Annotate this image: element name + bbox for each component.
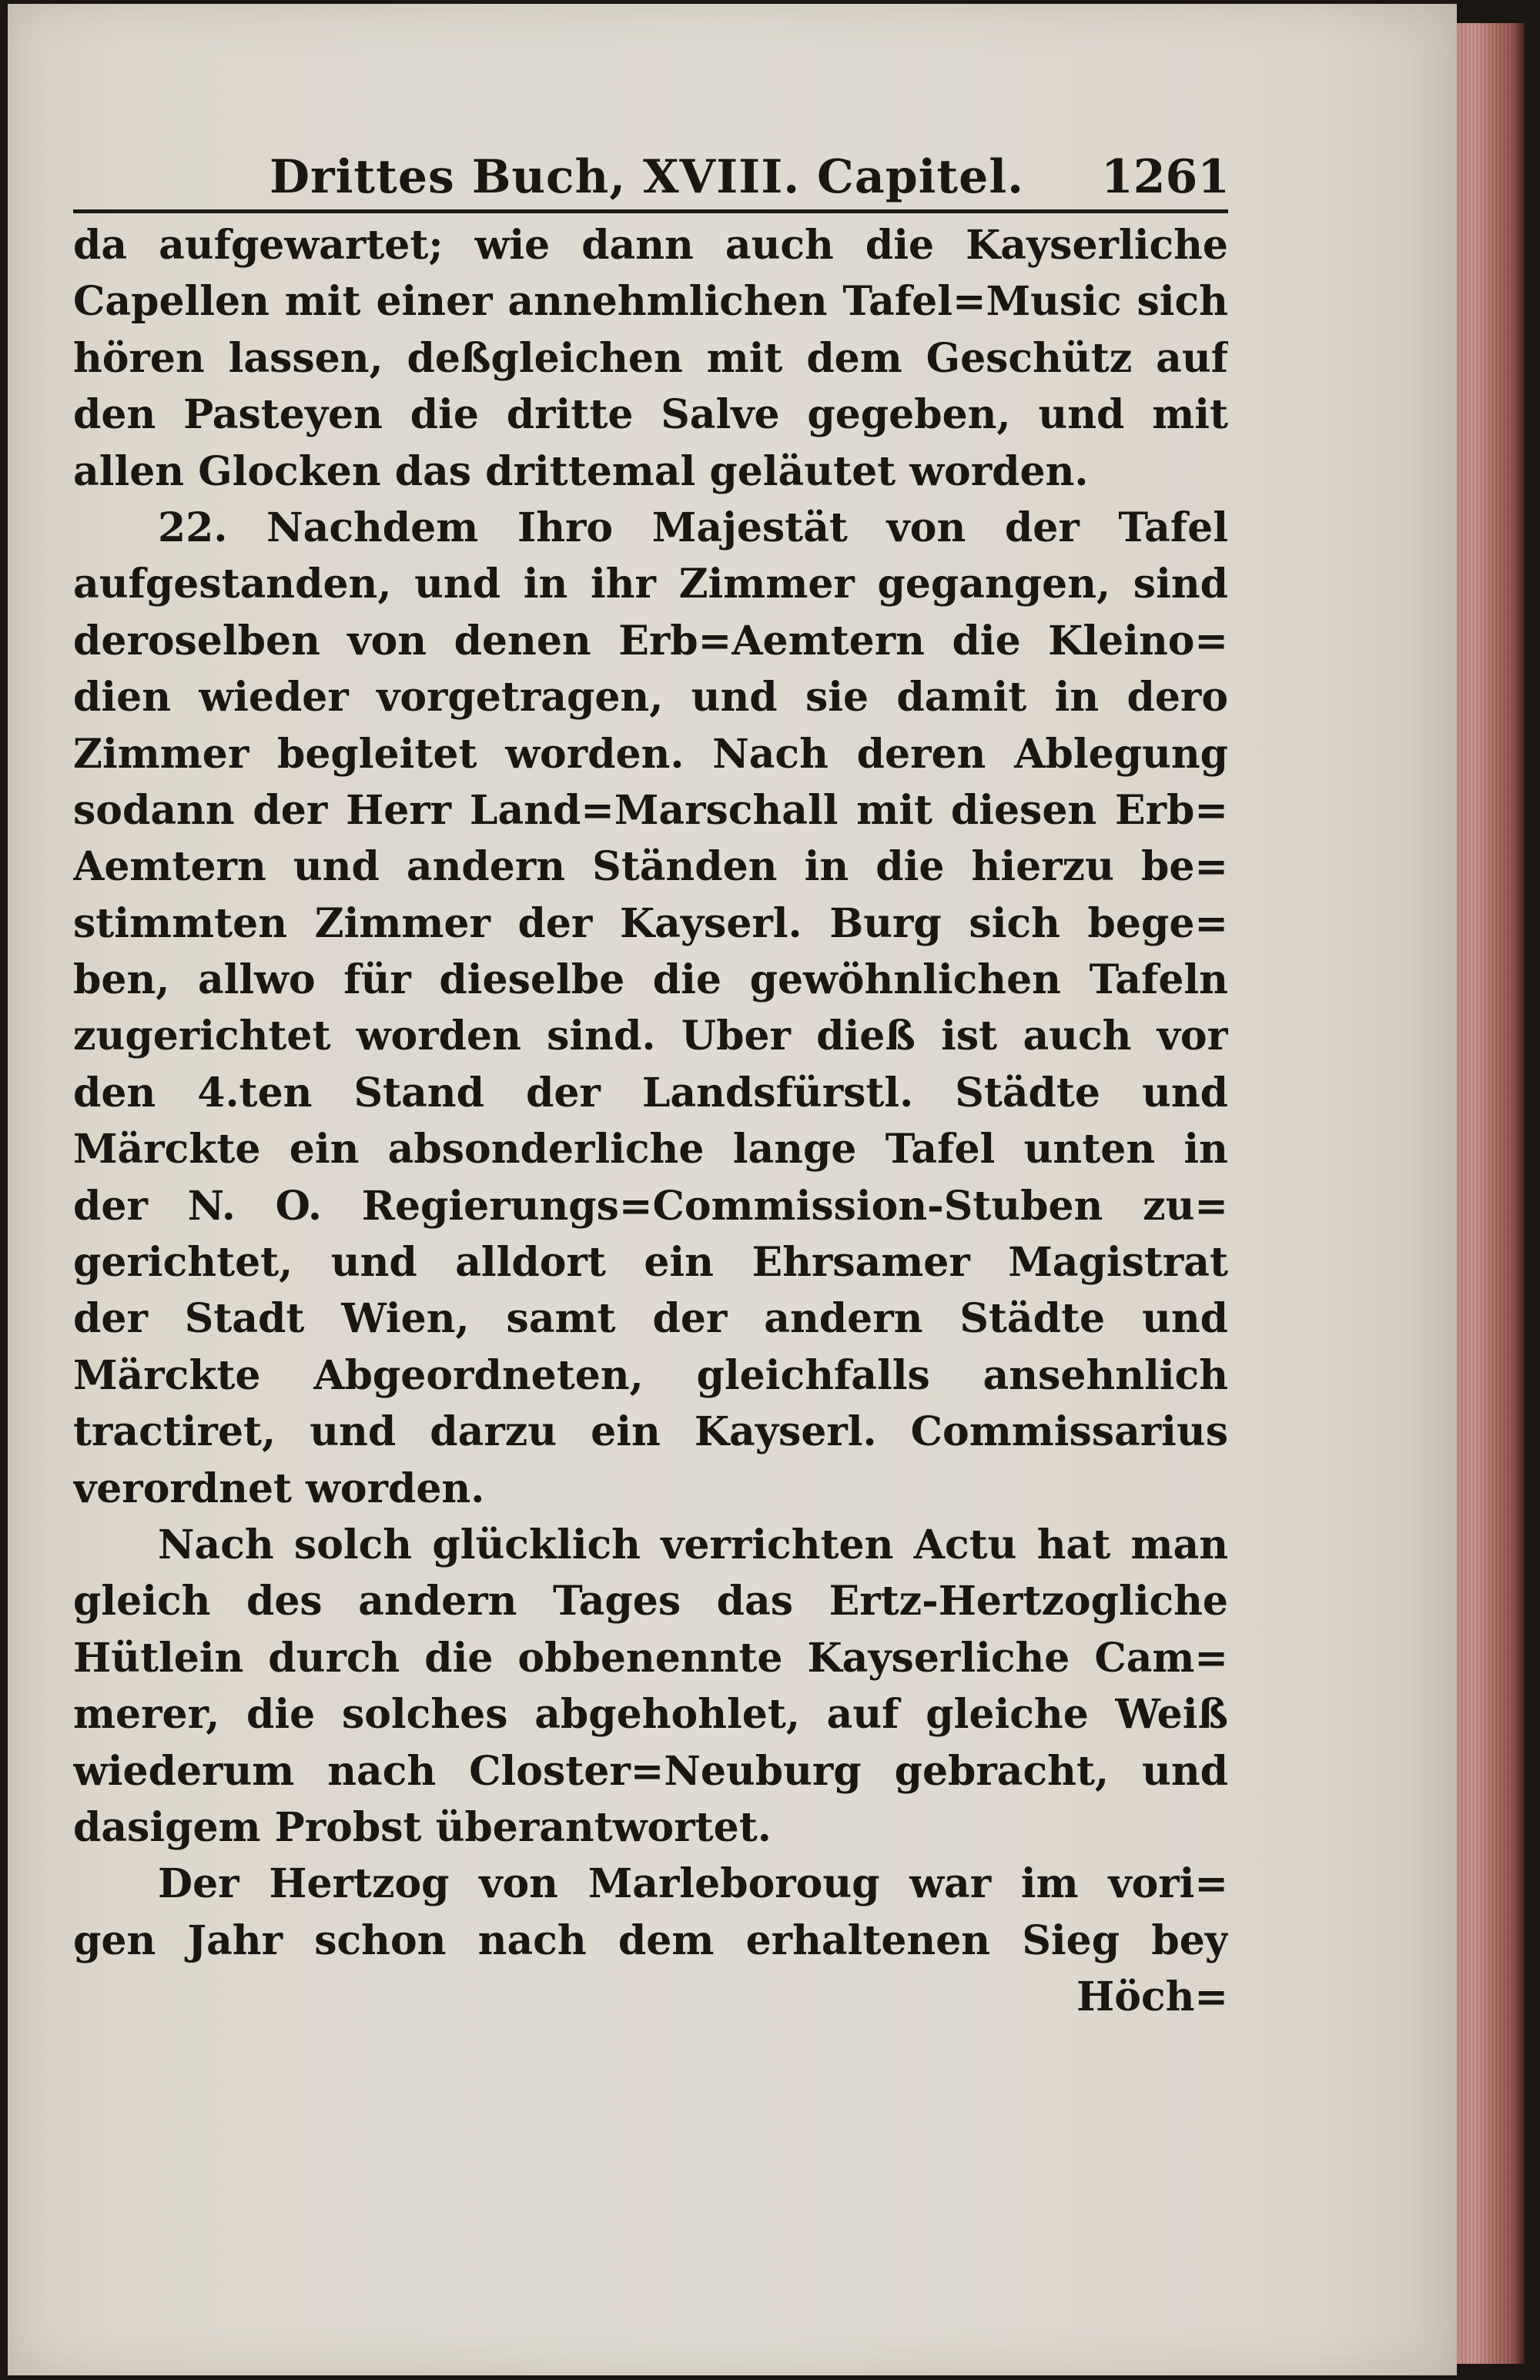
text-line: hören lassen, deßgleichen mit dem Geschütz auf bbox=[73, 334, 1228, 382]
text-line: da aufgewartet; wie dann auch die Kayserliche bbox=[73, 222, 1228, 269]
text-line: Capellen mit einer annehmlichen Tafel=Music sich bbox=[73, 278, 1228, 326]
text-line: Zimmer begleitet worden. Nach deren Ablegung bbox=[73, 730, 1228, 778]
body-text bbox=[73, 217, 1228, 2026]
text-line: stimmten Zimmer der Kayserl. Burg sich bege= bbox=[73, 899, 1228, 947]
page-header bbox=[73, 146, 1228, 217]
text-line: zugerichtet worden sind. Uber dieß ist auch vor bbox=[73, 1013, 1228, 1060]
text-line: deroselben von denen Erb=Aemtern die Kleino= bbox=[73, 617, 1228, 664]
text-line: der N. O. Regierungs=Commission-Stuben zu= bbox=[73, 1182, 1228, 1230]
text-block bbox=[73, 146, 1228, 2026]
text-line: sodann der Herr Land=Marschall mit diesen Erb= bbox=[73, 786, 1228, 834]
text-line: Der Hertzog von Marleboroug war im vori= bbox=[158, 1860, 1228, 1908]
text-line: gen Jahr schon nach dem erhaltenen Sieg bey bbox=[73, 1916, 1228, 1964]
page-fore-edge bbox=[1451, 23, 1525, 2364]
text-line: dien wieder vorgetragen, und sie damit in dero bbox=[73, 674, 1228, 721]
text-line: gleich des andern Tages das Ertz-Hertzogliche bbox=[73, 1578, 1228, 1625]
text-line: Märckte ein absonderliche lange Tafel unten in bbox=[73, 1126, 1228, 1173]
text-line: Aemtern und andern Ständen in die hierzu be= bbox=[73, 843, 1228, 891]
page-number: 1261 bbox=[1101, 150, 1230, 204]
text-line: Nach solch glücklich verrichten Actu hat man bbox=[158, 1521, 1228, 1568]
text-line: gerichtet, und alldort ein Ehrsamer Magistrat bbox=[73, 1239, 1228, 1287]
text-line: 22. Nachdem Ihro Majestät von der Tafel bbox=[158, 504, 1228, 551]
text-line: aufgestanden, und in ihr Zimmer gegangen, sind bbox=[73, 561, 1228, 608]
text-line: allen Glocken das drittemal geläutet worden. bbox=[73, 447, 1089, 495]
text-line: tractiret, und darzu ein Kayserl. Commissarius bbox=[73, 1408, 1228, 1456]
text-line: den Pasteyen die dritte Salve gegeben, und mit bbox=[73, 391, 1228, 439]
text-line: wiederum nach Closter=Neuburg gebracht, und bbox=[73, 1747, 1228, 1795]
catchword: Höch= bbox=[1076, 1973, 1228, 2021]
text-line: ben, allwo für dieselbe die gewöhnlichen Tafeln bbox=[73, 956, 1228, 1004]
running-title: Drittes Buch, XVIII. Capitel. bbox=[270, 150, 1025, 204]
text-line: Hütlein durch die obbenennte Kayserliche Cam= bbox=[73, 1634, 1228, 1682]
header-rule bbox=[73, 209, 1228, 213]
book-page bbox=[8, 4, 1457, 2375]
text-line: merer, die solches abgehohlet, auf gleiche Weiß bbox=[73, 1691, 1228, 1739]
text-line: den 4.ten Stand der Landsfürstl. Städte und bbox=[73, 1069, 1228, 1116]
text-line: Märckte Abgeordneten, gleichfalls ansehnlich bbox=[73, 1351, 1228, 1399]
text-line: verordnet worden. bbox=[73, 1464, 485, 1512]
text-line: dasigem Probst überantwortet. bbox=[73, 1803, 772, 1851]
text-line: der Stadt Wien, samt der andern Städte und bbox=[73, 1295, 1228, 1343]
